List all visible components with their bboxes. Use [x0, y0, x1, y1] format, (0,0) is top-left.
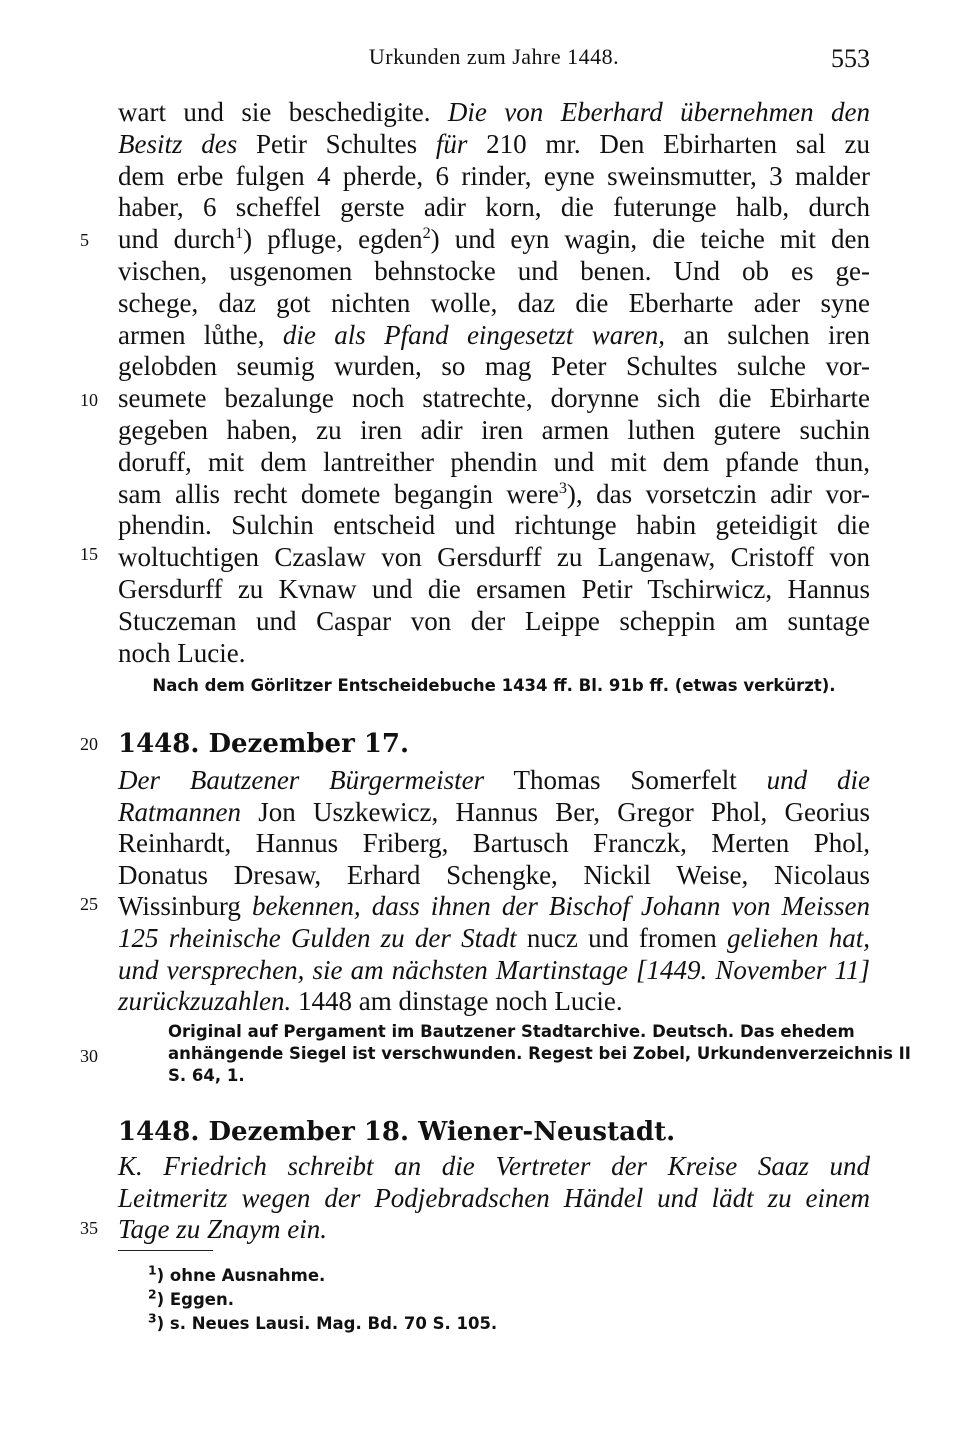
text-line	[118, 764, 870, 796]
running-head: Urkunden zum Jahre 1448.	[368, 44, 620, 69]
footnote-rule	[118, 1250, 213, 1251]
text-line	[118, 1213, 870, 1245]
line-number: 20	[80, 734, 98, 754]
page-number: 553	[831, 44, 870, 73]
italic-run: Die von Eberhard übernehmen den	[447, 97, 870, 127]
text-run: Donatus Dresaw, Erhard Schengke, Nickil Weise, Nicolaus	[118, 859, 870, 890]
text-line	[118, 922, 870, 954]
text-run: seumete bezalunge noch statrechte, dorynne sich die Ebirharte	[118, 383, 870, 414]
text-line	[118, 1182, 870, 1214]
footnote-text: ) Eggen.	[156, 1290, 234, 1309]
line-number: 10	[80, 390, 98, 410]
italic-run: Leitmeritz wegen der Podjebradschen Händel und lädt zu einem	[118, 1182, 870, 1213]
text-line	[118, 160, 870, 192]
italic-run: zurückzuzahlen.	[118, 986, 292, 1017]
text-run: Reinhardt, Hannus Friberg, Bartusch Franczk, Merten Phol,	[118, 828, 870, 859]
footnote-mark: 2	[148, 1287, 157, 1302]
text-run: vischen, usgenomen behnstocke und benen. Und ob es ge-	[118, 256, 870, 286]
italic-run: K. Friedrich schreibt an die Vertreter der Kreise Saaz und	[118, 1151, 870, 1181]
text-run: Stuczeman und Caspar von der Leippe scheppin am suntage	[118, 605, 870, 636]
footnote-ref: 2	[422, 224, 431, 243]
italic-run: und versprechen, sie am nächsten Martinstage [1449. November 11]	[118, 954, 870, 985]
text-line	[118, 382, 870, 414]
document-2-heading: 1448. Dezember 17.	[118, 729, 410, 759]
footnote-text: ) s. Neues Lausi. Mag. Bd. 70 S. 105.	[156, 1314, 498, 1333]
italic-run: 125 rheinische Gulden zu der Stadt	[118, 923, 517, 953]
text-run: armen lůthe,	[118, 319, 283, 350]
text-run: Jon Uszkewicz, Hannus Ber, Gregor Phol, Georius	[240, 796, 870, 827]
text-run: phendin. Sulchin entscheid und richtunge habin geteidigit die	[118, 510, 870, 541]
line-number: 35	[80, 1218, 98, 1238]
text-run: ) und eyn wagin, die teiche mit den	[430, 224, 870, 255]
text-run: gelobden seumig wurden, so mag Peter Schultes sulche vor-	[118, 351, 870, 382]
text-line	[118, 827, 870, 859]
footnote	[148, 1312, 497, 1336]
document-1-source: Nach dem Görlitzer Entscheidebuche 1434 ff. Bl. 91b ff. (etwas verkürzt).	[152, 676, 836, 695]
footnote-text: ) ohne Ausnahme.	[156, 1266, 326, 1285]
text-line	[118, 605, 870, 637]
text-run: an sulchen iren	[665, 319, 870, 350]
text-run: gegeben haben, zu iren adir iren armen luthen gutere suchin	[118, 415, 870, 445]
text-run: woltuchtigen Czaslaw von Gersdurff zu Langenaw, Cristoff von	[118, 542, 870, 573]
italic-run: Ratmannen	[118, 796, 241, 827]
line-number: 15	[80, 544, 98, 564]
footnote-ref: 1	[235, 224, 244, 243]
text-line	[118, 446, 870, 478]
text-run: ), das vorsetczin adir vor-	[566, 478, 870, 509]
text-line	[118, 96, 870, 128]
text-line	[118, 637, 870, 669]
document-2-source-line: anhängende Siegel ist verschwunden. Regest bei Zobel, Urkundenverzeichnis II	[168, 1044, 911, 1063]
line-number: 5	[80, 230, 89, 250]
text-run: wart und sie beschedigite.	[118, 97, 448, 127]
text-line	[118, 890, 870, 922]
line-number: 30	[80, 1046, 98, 1066]
text-run: 210 mr. Den Ebirharten sal zu	[467, 128, 870, 159]
footnote-ref: 3	[558, 478, 567, 497]
text-line	[118, 985, 870, 1017]
italic-run: Tage zu Znaym ein.	[118, 1214, 328, 1245]
page-header	[118, 44, 870, 84]
italic-run: Der Bautzener Bürgermeister	[118, 765, 485, 795]
italic-run: für	[435, 128, 468, 159]
italic-run: Besitz des	[118, 128, 238, 159]
text-line	[118, 319, 870, 351]
document-2-source-line: Original auf Pergament im Bautzener Stadtarchive. Deutsch. Das ehedem	[168, 1022, 855, 1041]
text-run: ) pfluge, egden	[243, 224, 423, 255]
text-line	[118, 1150, 870, 1182]
footnote-mark: 1	[148, 1263, 157, 1278]
text-run: Gersdurff zu Kvnaw und die ersamen Petir Tschirwicz, Hannus	[118, 574, 870, 604]
text-line	[118, 478, 870, 510]
text-run: Thomas Somerfelt	[484, 765, 767, 795]
text-run: Wissinburg	[118, 891, 252, 922]
text-line	[118, 223, 870, 255]
footnote-mark: 3	[148, 1311, 157, 1326]
text-line	[118, 573, 870, 605]
text-run: haber, 6 scheffel gerste adir korn, die futerunge halb, durch	[118, 192, 870, 223]
italic-run: die als Pfand eingesetzt waren,	[282, 319, 666, 350]
footnote	[148, 1264, 325, 1288]
italic-run: geliehen hat,	[727, 923, 870, 953]
document-3-heading: 1448. Dezember 18. Wiener-Neustadt.	[118, 1117, 676, 1147]
footnote	[148, 1288, 234, 1312]
text-line	[118, 350, 870, 382]
text-line	[118, 541, 870, 573]
text-run: und durch	[118, 224, 236, 255]
text-line	[118, 509, 870, 541]
text-run: 1448 am dinstage noch Lucie.	[291, 986, 623, 1017]
text-line	[118, 796, 870, 828]
text-line	[118, 191, 870, 223]
text-line	[118, 287, 870, 319]
text-run: schege, daz got nichten wolle, daz die Eberharte ader syne	[118, 287, 870, 318]
text-line	[118, 414, 870, 446]
text-run: doruff, mit dem lantreither phendin und mit dem pfande thun,	[118, 446, 870, 477]
text-run: sam allis recht domete begangin were	[118, 478, 559, 509]
document-2-source-line: S. 64, 1.	[168, 1066, 245, 1085]
text-run: Petir Schultes	[237, 128, 436, 159]
text-run: nucz und fromen	[516, 923, 728, 953]
text-line	[118, 255, 870, 287]
text-run: noch Lucie.	[118, 637, 246, 668]
italic-run: bekennen, dass ihnen der Bischof Johann von Meissen	[251, 891, 870, 922]
text-line	[118, 859, 870, 891]
italic-run: und die	[766, 765, 870, 795]
text-run: dem erbe fulgen 4 pherde, 6 rinder, eyne sweinsmutter, 3 malder	[118, 160, 870, 191]
text-line	[118, 128, 870, 160]
text-line	[118, 954, 870, 986]
line-number: 25	[80, 894, 98, 914]
